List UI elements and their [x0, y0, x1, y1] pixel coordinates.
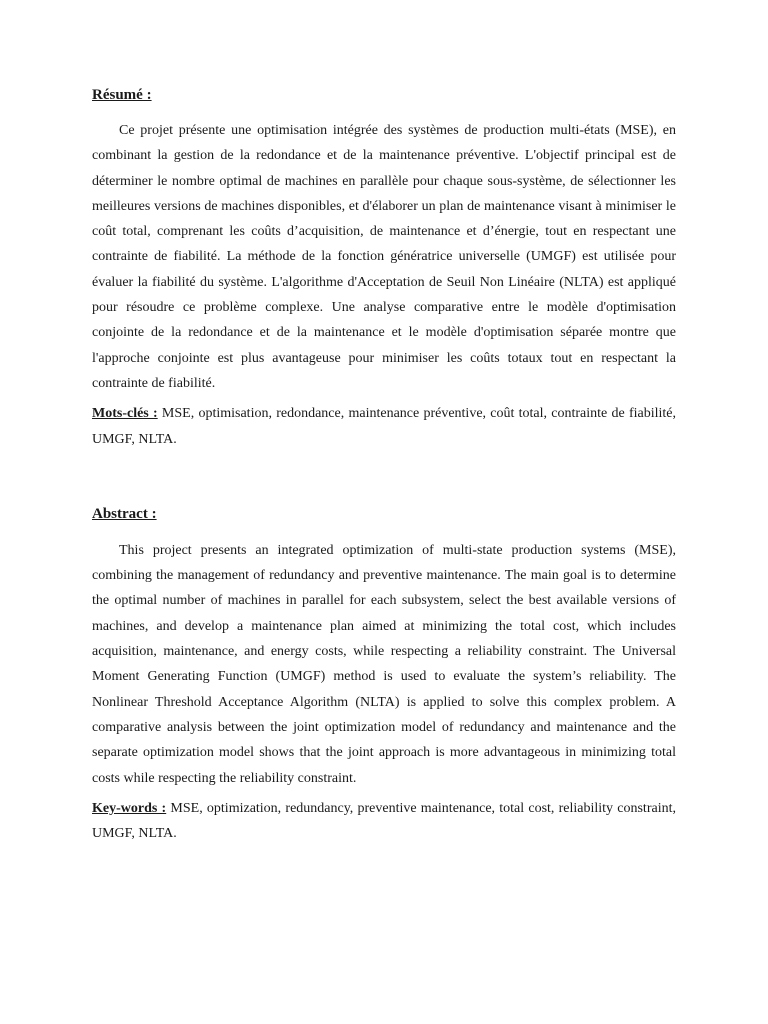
- resume-paragraph: Ce projet présente une optimisation intégrée des systèmes de production multi-états (MSE), en combinant la gestion de la redondance et de la maintenance préventive. L'objectif principal est de déterminer le nombre optimal de machines en parallèle pour chaque sous-système, de sélectionner les meilleures versions de machines disponibles, et d'élaborer un plan de maintenance visant à minimiser le coût total, comprenant les coûts d’acquisition, de maintenance et d’énergie, tout en respectant une contrainte de fiabilité. La méthode de la fonction génératrice universelle (UMGF) est utilisée pour évaluer la fiabilité du système. L'algorithme d'Acceptation de Seuil Non Linéaire (NLTA) est appliqué pour résoudre ce problème complexe. Une analyse comparative entre le modèle d'optimisation conjointe de la redondance et de la maintenance et le modèle d'optimisation séparée montre que l'approche conjointe est plus avantageuse pour minimiser les coûts totaux tout en respectant la contrainte de fiabilité.: [92, 123, 676, 391]
- document-page: [92, 84, 676, 846]
- resume-keywords-label: Mots-clés :: [92, 406, 158, 422]
- abstract-heading: Abstract :: [92, 505, 157, 522]
- resume-keywords: [92, 401, 676, 452]
- abstract-keywords-label: Key-words :: [92, 800, 167, 816]
- resume-keywords-text: MSE, optimisation, redondance, maintenance préventive, coût total, contrainte de fiabilité, UMGF, NLTA.: [92, 406, 676, 447]
- abstract-paragraph: This project presents an integrated optimization of multi-state production systems (MSE), combining the management of redundancy and preventive maintenance. The main goal is to determine the optimal number of machines in parallel for each subsystem, select the best available versions of machines, and develop a maintenance plan aimed at minimizing the total cost, which includes acquisition, maintenance, and energy costs, while respecting a reliability constraint. The Universal Moment Generating Function (UMGF) method is used to evaluate the system’s reliability. The Nonlinear Threshold Acceptance Algorithm (NLTA) is applied to solve this complex problem. A comparative analysis between the joint optimization model of redundancy and maintenance and the separate optimization model shows that the joint approach is more advantageous in minimizing total costs while respecting the reliability constraint.: [92, 542, 676, 786]
- resume-heading: Résumé :: [92, 87, 152, 103]
- abstract-keywords-text: MSE, optimization, redundancy, preventive maintenance, total cost, reliability constraint, UMGF, NLTA.: [92, 800, 676, 842]
- abstract-keywords: [92, 796, 676, 847]
